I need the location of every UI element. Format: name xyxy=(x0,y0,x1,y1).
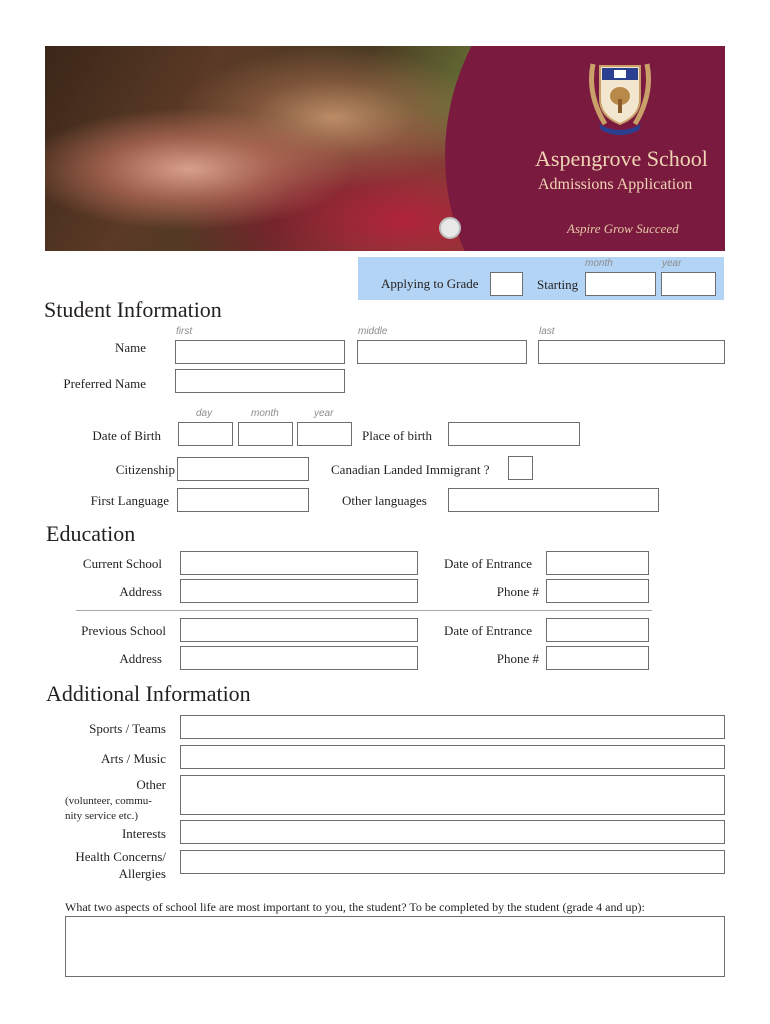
previous-address-label: Address xyxy=(119,651,162,666)
first-language-label: First Language xyxy=(90,493,169,508)
last-name-input[interactable] xyxy=(538,340,725,364)
current-school-label: Current School xyxy=(82,556,162,571)
current-phone-label: Phone # xyxy=(496,584,539,599)
applying-grade-label: Applying to Grade xyxy=(381,276,479,291)
middle-name-input[interactable] xyxy=(357,340,527,364)
previous-phone-input[interactable] xyxy=(546,646,649,670)
sports-label: Sports / Teams xyxy=(89,721,166,736)
landed-immigrant-input[interactable] xyxy=(508,456,533,480)
previous-phone-label: Phone # xyxy=(496,651,539,666)
current-entrance-label: Date of Entrance xyxy=(444,556,533,571)
previous-school-label: Previous School xyxy=(81,623,166,638)
start-year-input[interactable] xyxy=(661,272,716,296)
place-of-birth-input[interactable] xyxy=(448,422,580,446)
other-languages-input[interactable] xyxy=(448,488,659,512)
middle-name-hint: middle xyxy=(358,326,388,337)
interests-label: Interests xyxy=(121,826,166,841)
current-phone-input[interactable] xyxy=(546,579,649,603)
citizenship-input[interactable] xyxy=(177,457,309,481)
start-month-input[interactable] xyxy=(585,272,656,296)
start-month-hint: month xyxy=(585,258,613,269)
school-motto: Aspire Grow Succeed xyxy=(567,221,679,236)
interests-input[interactable] xyxy=(180,820,725,844)
dob-label: Date of Birth xyxy=(92,428,161,443)
health-label-line-1: Health Concerns/ xyxy=(75,849,166,864)
last-name-hint: last xyxy=(539,326,555,337)
previous-address-input[interactable] xyxy=(180,646,418,670)
first-language-input[interactable] xyxy=(177,488,309,512)
other-sublabel-2: nity service etc.) xyxy=(65,810,138,822)
arts-input[interactable] xyxy=(180,745,725,769)
dob-day-hint: day xyxy=(196,408,213,419)
form-title: Admissions Application xyxy=(538,176,693,193)
photo-logo-icon xyxy=(439,217,461,239)
health-input[interactable] xyxy=(180,850,725,874)
dob-month-input[interactable] xyxy=(238,422,293,446)
student-question: What two aspects of school life are most important to you, the student? To be completed by the student (grade 4 and up): xyxy=(65,900,645,914)
school-crest-icon xyxy=(585,54,655,136)
health-label-line-2: Allergies xyxy=(118,866,166,881)
dob-month-hint: month xyxy=(251,408,279,419)
dob-year-input[interactable] xyxy=(297,422,352,446)
school-name: Aspengrove School xyxy=(535,146,708,171)
current-address-input[interactable] xyxy=(180,579,418,603)
other-sublabel-1: (volunteer, commu- xyxy=(65,795,152,807)
previous-entrance-label: Date of Entrance xyxy=(444,623,533,638)
start-year-hint: year xyxy=(662,258,682,269)
landed-immigrant-label: Canadian Landed Immigrant ? xyxy=(331,462,490,477)
other-input[interactable] xyxy=(180,775,725,815)
previous-entrance-input[interactable] xyxy=(546,618,649,642)
first-name-hint: first xyxy=(176,326,193,337)
citizenship-label: Citizenship xyxy=(115,462,175,477)
current-school-input[interactable] xyxy=(180,551,418,575)
previous-school-input[interactable] xyxy=(180,618,418,642)
current-address-label: Address xyxy=(119,584,162,599)
other-label: Other xyxy=(136,777,166,792)
place-of-birth-label: Place of birth xyxy=(362,428,433,443)
arts-label: Arts / Music xyxy=(101,751,166,766)
first-name-input[interactable] xyxy=(175,340,345,364)
student-answer-textarea[interactable] xyxy=(65,916,725,977)
dob-day-input[interactable] xyxy=(178,422,233,446)
sports-input[interactable] xyxy=(180,715,725,739)
preferred-name-input[interactable] xyxy=(175,369,345,393)
header-banner xyxy=(45,46,725,251)
education-divider xyxy=(76,610,652,611)
starting-label: Starting xyxy=(537,277,579,292)
current-entrance-input[interactable] xyxy=(546,551,649,575)
other-languages-label: Other languages xyxy=(342,493,427,508)
additional-info-heading: Additional Information xyxy=(46,681,251,706)
dob-year-hint: year xyxy=(314,408,334,419)
student-info-heading: Student Information xyxy=(44,297,222,322)
preferred-name-label: Preferred Name xyxy=(63,376,146,391)
name-label: Name xyxy=(114,340,146,355)
education-heading: Education xyxy=(46,521,136,546)
grade-input[interactable] xyxy=(490,272,523,296)
